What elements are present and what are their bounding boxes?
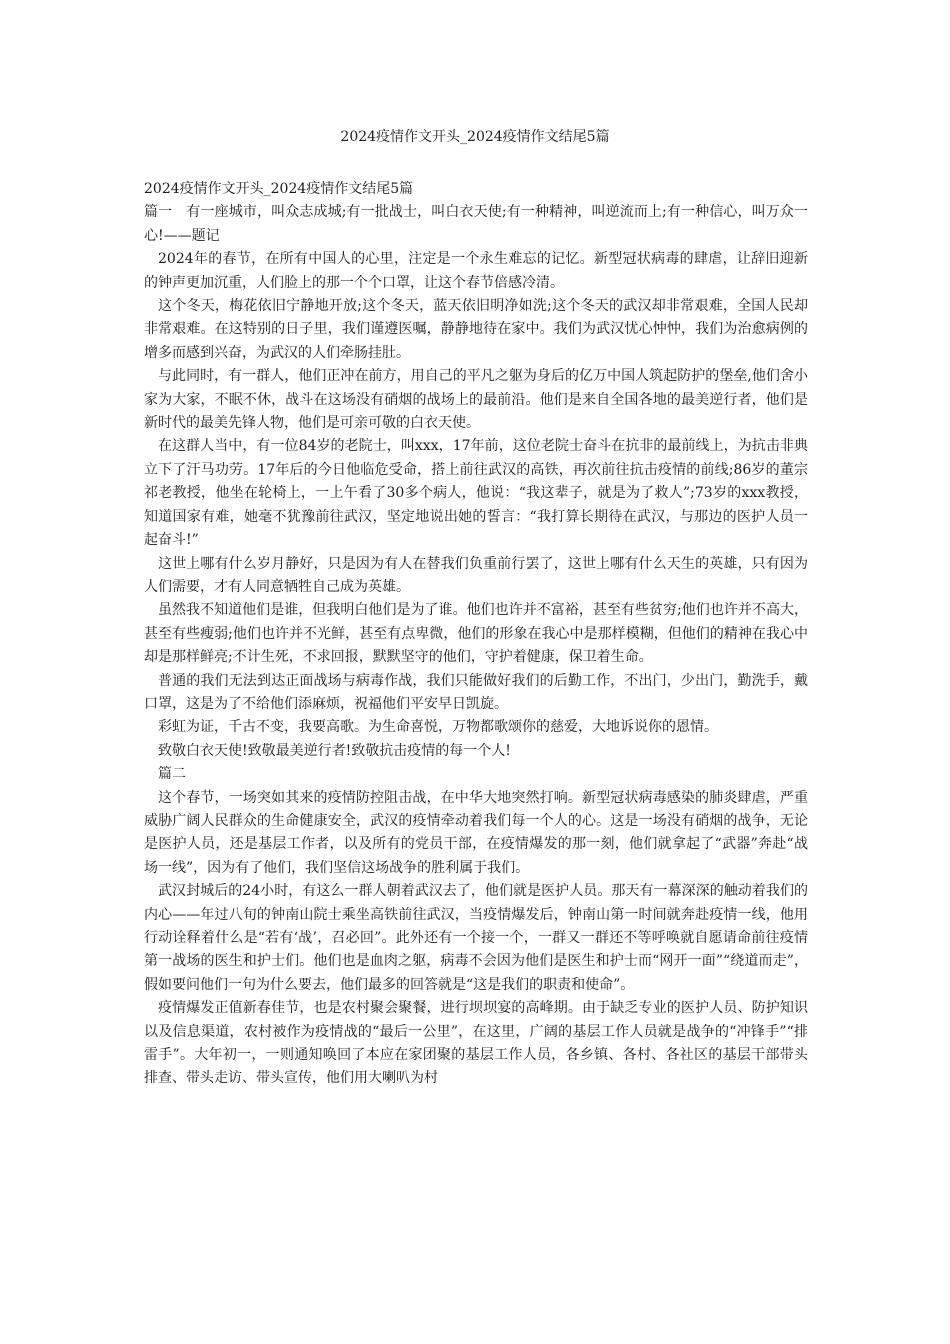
paragraph: 疫情爆发正值新春佳节，也是农村聚会聚餐，进行坝坝宴的高峰期。由于缺乏专业的医护人员、防护知识以及信息渠道，农村被作为疫情战的“最后一公里”，在这里，广阔的基层工作人员就是战争的“冲锋手”“排雷手”。大年初一，一则通知唤回了本应在家团聚的基层工作人员，各乡镇、各村、各社区的基层干部带头排查、带头走访、带头宣传，他们用大喇叭为村 [144,1000,808,1087]
document-title: 2024疫情作文开头_2024疫情作文结尾5篇 [340,129,610,145]
paragraph: 武汉封城后的24小时，有这么一群人朝着武汉去了，他们就是医护人员。那天有一幕深深的触动着我们的内心——年过八旬的钟南山院士乘坐高铁前往武汉，当疫情爆发后，钟南山第一时间就奔赴疫情一线，他用行动诠释着什么是“若有‘战’，召必回”。此外还有一个接一个，一群又一群还不等呼唤就自愿请命前往疫情第一战场的医生和护士们。他们也是血肉之躯，病毒不会因为他们是医生和护士而“网开一面”“绕道而走”，假如要问他们一句为什么要去，他们最多的回答就是“这是我们的职责和使命”。 [144,883,808,993]
paragraph: 这个春节，一场突如其来的疫情防控阻击战，在中华大地突然打响。新型冠状病毒感染的肺炎肆虐，严重威胁广阔人民群众的生命健康安全，武汉的疫情牵动着我们每一个人的心。这是一场没有硝烟的战争，无论是医护人员，还是基层工作者，以及所有的党员干部，在疫情爆发的那一刻，他们就拿起了“武器”奔赴“战场一线”，因为有了他们，我们坚信这场战争的胜利属于我们。 [144,789,808,876]
paragraph: 篇一 有一座城市，叫众志成城;有一批战士，叫白衣天使;有一种精神，叫逆流而上;有一种信心，叫万众一心!——题记 [144,204,808,244]
paragraph: 2024疫情作文开头_2024疫情作文结尾5篇 [144,181,414,197]
paragraph: 篇二 [158,766,186,783]
paragraph: 这个冬天，梅花依旧宁静地开放;这个冬天，蓝天依旧明净如洗;这个冬天的武汉却非常艰难，全国人民却非常艰难。在这特别的日子里，我们谨遵医嘱，静静地待在家中。我们为武汉忧心忡忡，我们为治愈病例的增多而感到兴奋，为武汉的人们牵肠挂肚。 [144,298,808,361]
paragraph: 彩虹为证，千古不变，我要高歌。为生命喜悦，万物都歌颂你的慈爱，大地诉说你的恩情。 [158,719,718,736]
paragraph: 在这群人当中，有一位84岁的老院士，叫xxx，17年前，这位老院士奋斗在抗非的最前线上，为抗击非典立下了汗马功劳。17年后的今日他临危受命，搭上前往武汉的高铁，再次前往抗击疫情的前线;86岁的董宗祁老教授，他坐在轮椅上，一上午看了30多个病人，他说：“我这辈子，就是为了救人”;73岁的xxx教授，知道国家有难，她毫不犹豫前往武汉，坚定地说出她的誓言：“我打算长期待在武汉，与那边的医护人员一起奋斗!” [144,438,808,549]
paragraph: 虽然我不知道他们是谁，但我明白他们是为了谁。他们也许并不富裕，甚至有些贫穷;他们也许并不高大，甚至有些瘦弱;他们也许并不光鲜，甚至有点卑微，他们的形象在我心中是那样模糊，但他们的精神在我心中却是那样鲜亮;不计生死，不求回报，默默坚守的他们，守护着健康，保卫着生命。 [144,602,808,666]
document-body [144,178,808,1091]
paragraph: 2024年的春节，在所有中国人的心里，注定是一个永生难忘的记忆。新型冠状病毒的肆虐，让辞旧迎新的钟声更加沉重，人们脸上的那一个个口罩，让这个春节倍感冷清。 [144,251,808,291]
paragraph: 与此同时，有一群人，他们正冲在前方，用自己的平凡之躯为身后的亿万中国人筑起防护的堡垒,他们舍小家为大家，不眠不休，战斗在这场没有硝烟的战场上的最前沿。他们是来自全国各地的最美逆行者，他们是新时代的最美先锋人物，他们是可亲可敬的白衣天使。 [144,368,808,432]
paragraph: 普通的我们无法到达正面战场与病毒作战，我们只能做好我们的后勤工作，不出门，少出门，勤洗手，戴口罩，这是为了不给他们添麻烦，祝福他们平安早日凯旋。 [144,672,808,712]
paragraph: 致敬白衣天使!致敬最美逆行者!致敬抗击疫情的每一个人! [158,742,511,759]
paragraph: 这世上哪有什么岁月静好，只是因为有人在替我们负重前行罢了，这世上哪有什么天生的英雄，只有因为人们需要，才有人同意牺牲自己成为英雄。 [144,555,808,595]
